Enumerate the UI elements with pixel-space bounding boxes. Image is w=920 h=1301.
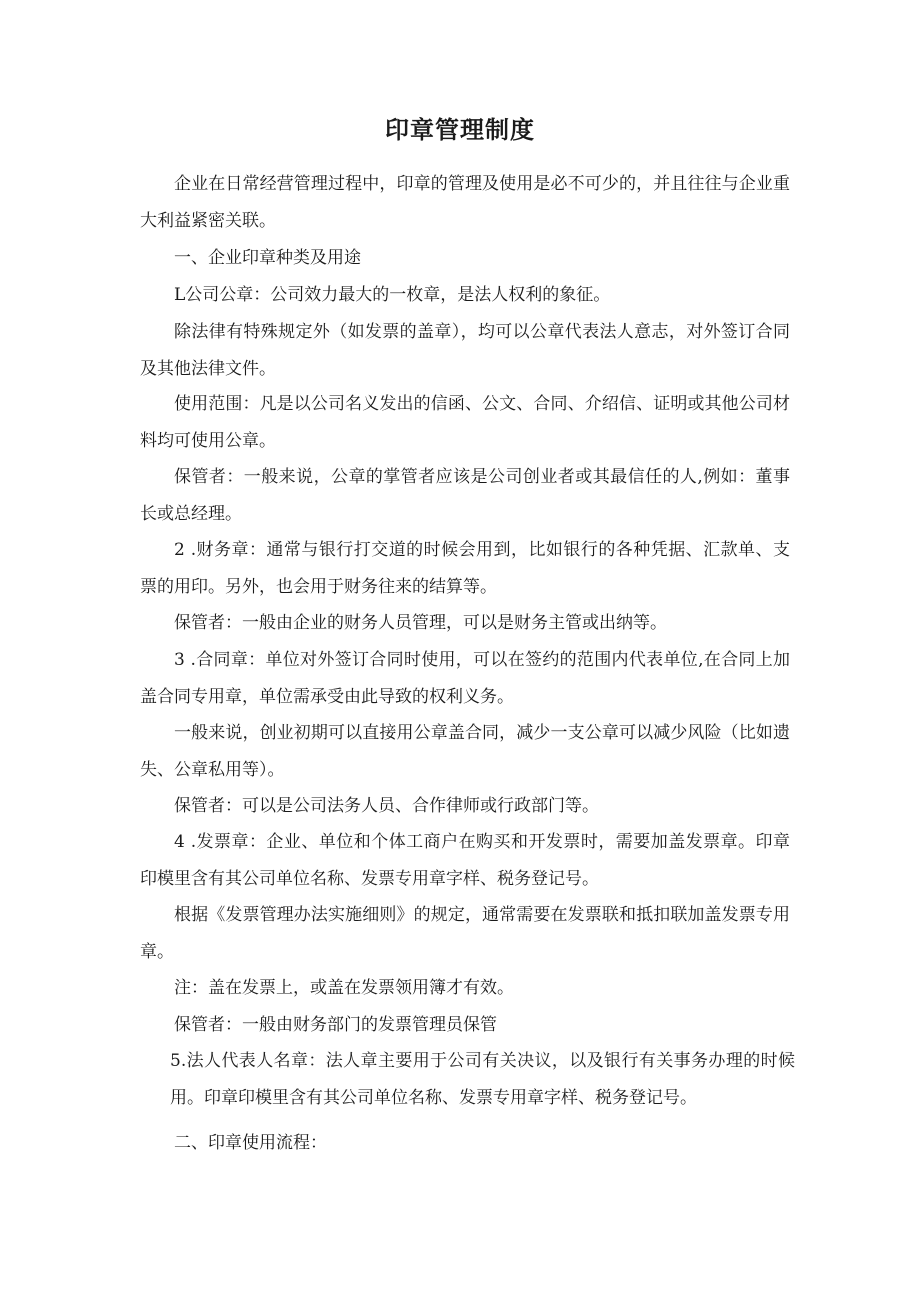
paragraph-invoice-seal: 4 .发票章：企业、单位和个体工商户在购买和开发票时，需要加盖发票章。印章印模里含有其公司单位名称、发票专用章字样、税务登记号。 <box>140 832 790 889</box>
paragraph-invoice-seal-rule: 根据《发票管理办法实施细则》的规定，通常需要在发票联和抵扣联加盖发票专用章。 <box>140 905 790 962</box>
paragraph-intro: 企业在日常经营管理过程中，印章的管理及使用是必不可少的，并且往往与企业重大利益紧密关联。 <box>140 174 790 231</box>
paragraph-company-seal: L公司公章：公司效力最大的一枚章，是法人权利的象征。 <box>174 285 611 305</box>
document-title: 印章管理制度 <box>385 116 535 144</box>
paragraph-finance-seal: 2 .财务章：通常与银行打交道的时候会用到，比如银行的各种凭据、汇款单、支票的用印。另外，也会用于财务往来的结算等。 <box>140 540 790 597</box>
paragraph-contract-seal-keeper: 保管者：可以是公司法务人员、合作律师或行政部门等。 <box>174 796 599 816</box>
paragraph-finance-seal-keeper: 保管者：一般由企业的财务人员管理，可以是财务主管或出纳等。 <box>174 613 667 633</box>
paragraph-company-seal-scope: 使用范围：凡是以公司名义发出的信函、公文、合同、介绍信、证明或其他公司材料均可使用公章。 <box>140 394 790 451</box>
section-heading-seal-usage: 二、印章使用流程： <box>174 1133 327 1153</box>
paragraph-invoice-seal-keeper: 保管者：一般由财务部门的发票管理员保管 <box>174 1015 497 1035</box>
paragraph-legal-rep-seal: 5.法人代表人名章：法人章主要用于公司有关决议，以及银行有关事务办理的时候用。印章印模里含有其公司单位名称、发票专用章字样、税务登记号。 <box>170 1051 795 1108</box>
section-heading-seal-types: 一、企业印章种类及用途 <box>174 248 361 268</box>
paragraph-contract-seal-note: 一般来说，创业初期可以直接用公章盖合同，减少一支公章可以减少风险（比如遗失、公章私用等）。 <box>140 723 790 780</box>
paragraph-company-seal-legal: 除法律有特殊规定外（如发票的盖章），均可以公章代表法人意志，对外签订合同及其他法律文件。 <box>140 322 790 379</box>
paragraph-contract-seal: 3 .合同章：单位对外签订合同时使用，可以在签约的范围内代表单位,在合同上加盖合同专用章，单位需承受由此导致的权利义务。 <box>140 650 790 707</box>
paragraph-company-seal-keeper: 保管者：一般来说，公章的掌管者应该是公司创业者或其最信任的人,例如：董事长或总经理。 <box>140 467 790 524</box>
paragraph-invoice-seal-note: 注：盖在发票上，或盖在发票领用簿才有效。 <box>174 978 514 998</box>
